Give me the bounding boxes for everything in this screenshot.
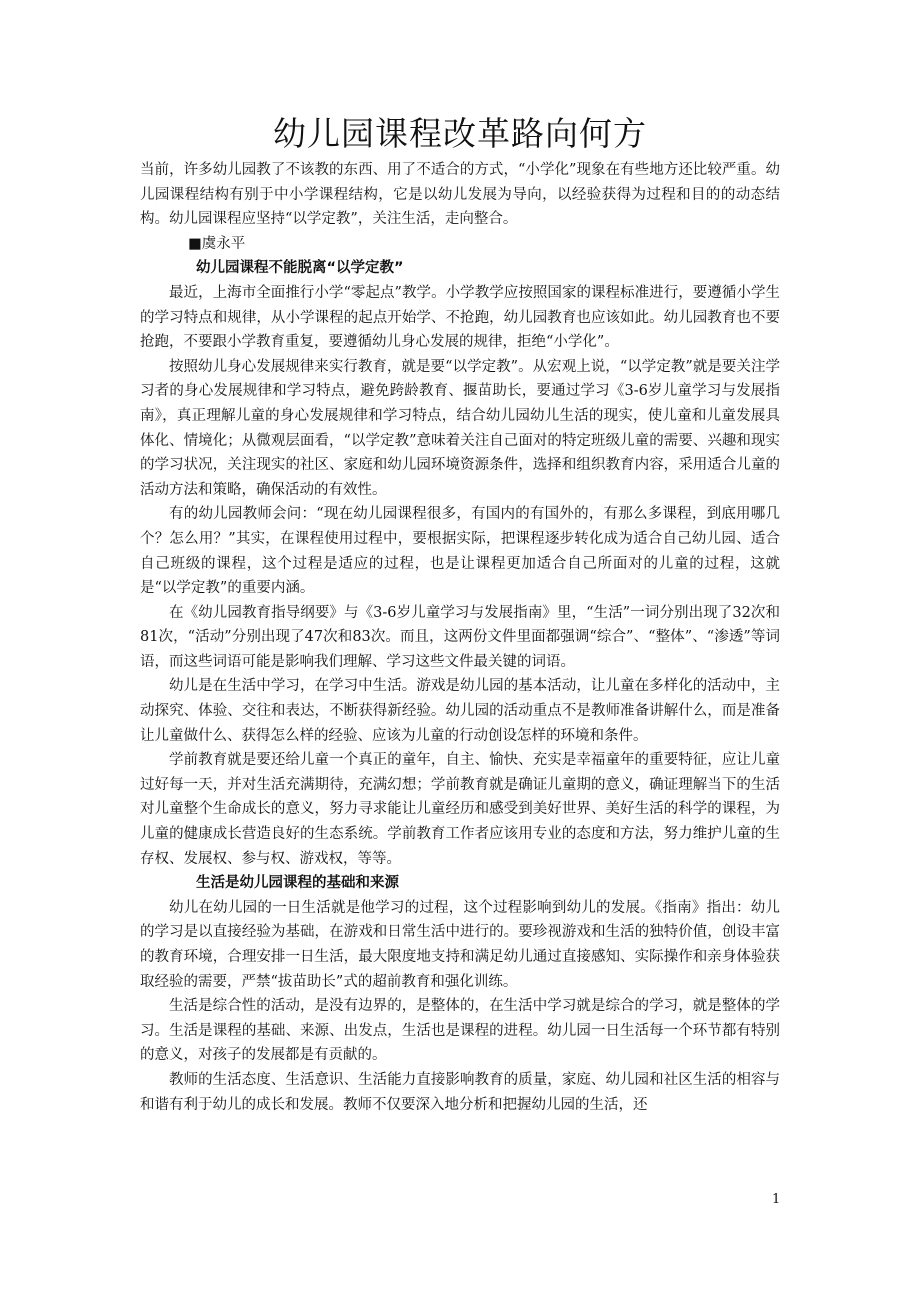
- section-heading: 幼儿园课程不能脱离“以学定教”: [196, 260, 404, 277]
- body-paragraph: 学前教育就是要还给儿童一个真正的童年，自主、愉快、充实是幸福童年的重要特征，应让儿童过好每一天，并对生活充满期待，充满幻想；学前教育就是确证儿童期的意义，确证理解当下的生活对儿童整个生命成长的意义，努力寻求能让儿童经历和感受到美好世界、美好生活的科学的课程，为儿童的健康成长营造良好的生态系统。学前教育工作者应该用专业的态度和方法，努力维护儿童的生存权、发展权、参与权、游戏权，等等。: [140, 752, 780, 867]
- document-title: 幼儿园课程改革路向何方: [273, 114, 647, 153]
- body-paragraph: 最近，上海市全面推行小学“零起点”教学。小学教学应按照国家的课程标准进行，要遵循小学生的学习特点和规律，从小学课程的起点开始学、不抢跑，幼儿园教育也应该如此。幼儿园教育也不要抢跑，不要跟小学教育重复，要遵循幼儿身心发展的规律，拒绝“小学化”。: [140, 284, 780, 351]
- intro-paragraph: 当前，许多幼儿园教了不该教的东西、用了不适合的方式，“小学化”现象在有些地方还比较严重。幼儿园课程结构有别于中小学课程结构，它是以幼儿发展为导向，以经验获得为过程和目的的动态结构。幼儿园课程应坚持“以学定教”，关注生活，走向整合。: [140, 162, 780, 228]
- section-heading: 生活是幼儿园课程的基础和来源: [196, 875, 399, 892]
- page-number: 1: [772, 1192, 781, 1207]
- body-paragraph: 幼儿在幼儿园的一日生活就是他学习的过程，这个过程影响到幼儿的发展。《指南》指出：幼儿的学习是以直接经验为基础，在游戏和日常生活中进行的。要珍视游戏和生活的独特价值，创设丰富的教育环境，合理安排一日生活，最大限度地支持和满足幼儿通过直接感知、实际操作和亲身体验获取经验的需要，严禁“拔苗助长”式的超前教育和强化训练。: [140, 899, 780, 990]
- body-paragraph: 幼儿是在生活中学习，在学习中生活。游戏是幼儿园的基本活动，让儿童在多样化的活动中，主动探究、体验、交往和表达，不断获得新经验。幼儿园的活动重点不是教师准备讲解什么，而是准备让儿童做什么、获得怎么样的经验、应该为儿童的行动创设怎样的环境和条件。: [140, 678, 780, 744]
- author-line: ■虞永平: [188, 235, 246, 252]
- body-paragraph: 有的幼儿园教师会问：“现在幼儿园课程很多，有国内的有国外的，有那么多课程，到底用哪几个？怎么用？”其实，在课程使用过程中，要根据实际，把课程逐步转化成为适合自己幼儿园、适合自己班级的课程，这个过程是适应的过程，也是让课程更加适合自己所面对的儿童的过程，这就是“以学定教”的重要内涵。: [140, 506, 780, 597]
- body-paragraph: 生活是综合性的活动，是没有边界的，是整体的，在生活中学习就是综合的学习，就是整体的学习。生活是课程的基础、来源、出发点，生活也是课程的进程。幼儿园一日生活每一个环节都有特别的意义，对孩子的发展都是有贡献的。: [140, 998, 780, 1064]
- body-paragraph: 按照幼儿身心发展规律来实行教育，就是要“以学定教”。从宏观上说，“以学定教”就是要关注学习者的身心发展规律和学习特点，避免跨龄教育、揠苗助长，要通过学习《3-6岁儿童学习与发展指南》，真正理解儿童的身心发展规律和学习特点，结合幼儿园幼儿生活的现实，使儿童和儿童发展具体化、情境化；从微观层面看，“以学定教”意味着关注自己面对的特定班级儿童的需要、兴趣和现实的学习状况，关注现实的社区、家庭和幼儿园环境资源条件，选择和组织教育内容，采用适合儿童的活动方法和策略，确保活动的有效性。: [140, 358, 780, 498]
- body-paragraph: 在《幼儿园教育指导纲要》与《3-6岁儿童学习与发展指南》里，“生活”一词分别出现了32次和81次，“活动”分别出现了47次和83次。而且，这两份文件里面都强调“综合”、“整体”、“渗透”等词语，而这些词语可能是影响我们理解、学习这些文件最关键的词语。: [140, 604, 780, 670]
- body-paragraph: 教师的生活态度、生活意识、生活能力直接影响教育的质量，家庭、幼儿园和社区生活的相容与和谐有利于幼儿的成长和发展。教师不仅要深入地分析和把握幼儿园的生活，还: [140, 1071, 780, 1113]
- document-body: [140, 158, 780, 1117]
